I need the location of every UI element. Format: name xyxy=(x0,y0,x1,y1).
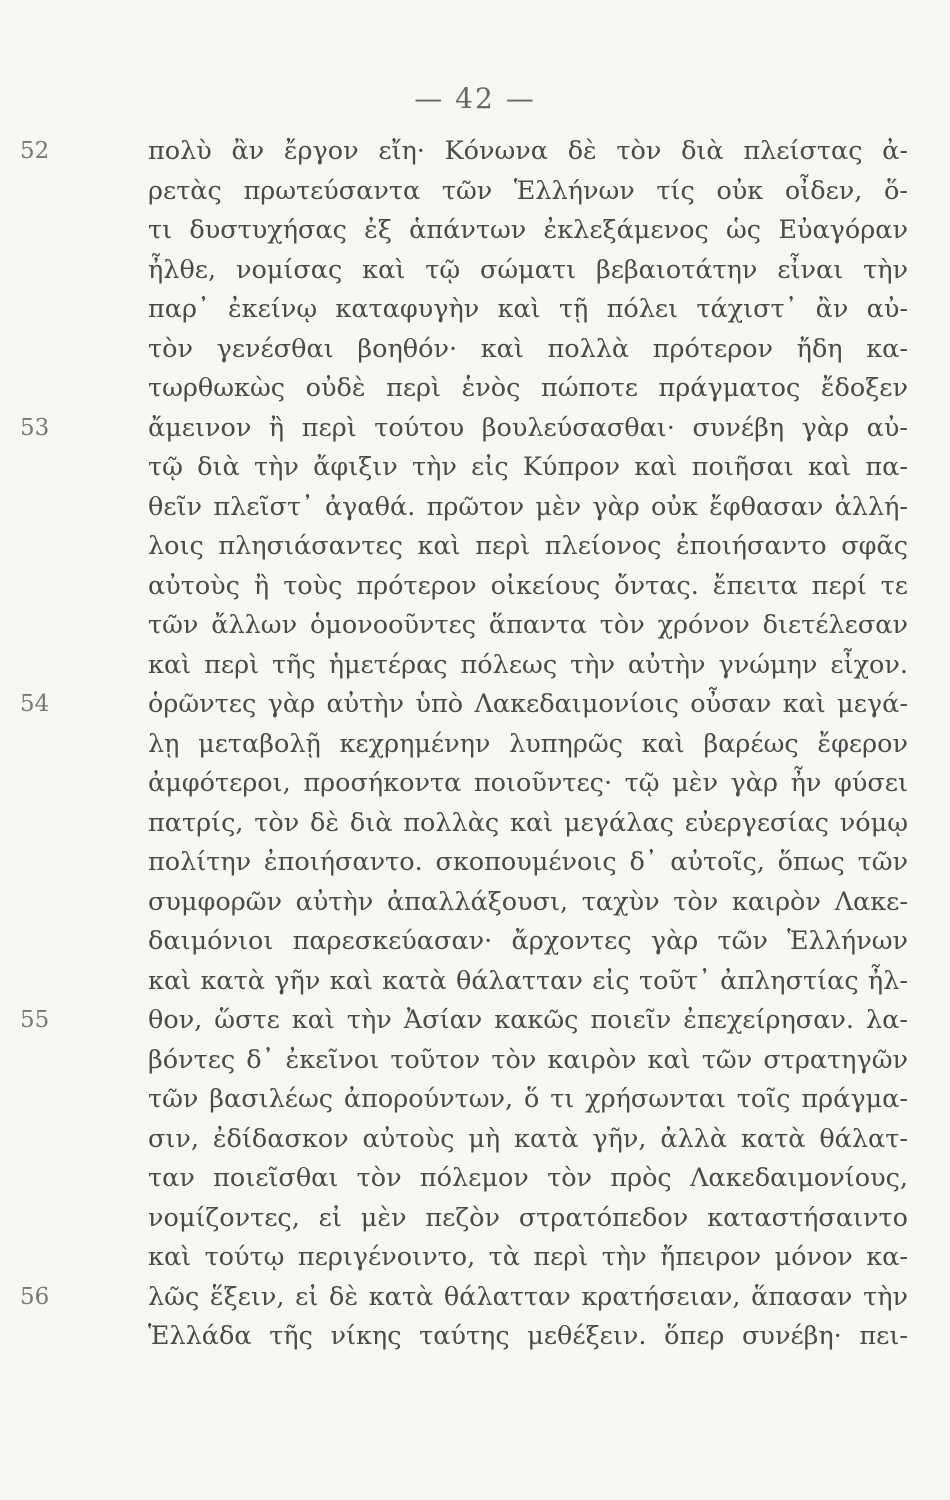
text-line xyxy=(148,883,908,923)
text-line xyxy=(148,488,908,528)
line-text: δαιμόνιοι παρεσκεύασαν· ἄρχοντες γὰρ τῶν Ἑλλήνων xyxy=(148,926,908,956)
text-line xyxy=(148,922,908,962)
section-number: 54 xyxy=(20,691,50,717)
text-line xyxy=(148,725,908,765)
line-text: πολὺ ἂν ἔργον εἴη· Κόνωνα δὲ τὸν διὰ πλείστας ἀ- xyxy=(148,136,908,166)
line-text: πολίτην ἐποιήσαντο. σκοπουμένοις δ᾽ αὐτοῖς, ὅπως τῶν xyxy=(148,847,908,877)
line-text: τι δυστυχήσας ἐξ ἁπάντων ἐκλεξάμενος ὡς Εὐαγόραν xyxy=(148,215,908,245)
text-line xyxy=(148,1041,908,1081)
text-line xyxy=(148,448,908,488)
section-number: 56 xyxy=(20,1283,50,1310)
line-text: παρ᾽ ἐκείνῳ καταφυγὴν καὶ τῇ πόλει τάχιστ᾽ ἂν αὐ- xyxy=(148,294,908,324)
text-line xyxy=(148,1120,908,1160)
line-text: θεῖν πλεῖστ᾽ ἀγαθά. πρῶτον μὲν γὰρ οὐκ ἔφθασαν ἀλλή- xyxy=(148,491,908,522)
text-line xyxy=(148,330,908,370)
text-line xyxy=(148,646,908,686)
text-line xyxy=(148,251,908,291)
line-text: πατρίς, τὸν δὲ διὰ πολλὰς καὶ μεγάλας εὐεργεσίας νόμῳ xyxy=(148,807,908,838)
line-text: ἀμφότεροι, προσήκοντα ποιοῦντες· τῷ μὲν γὰρ ἦν φύσει xyxy=(148,768,908,798)
line-text: βόντες δ᾽ ἐκεῖνοι τοῦτον τὸν καιρὸν καὶ τῶν στρατηγῶν xyxy=(148,1044,908,1075)
text-line xyxy=(20,1001,908,1041)
body-text xyxy=(20,132,908,1357)
text-line xyxy=(148,1317,908,1357)
line-text: ὁρῶντες γὰρ αὐτὴν ὑπὸ Λακεδαιμονίοις οὖσαν καὶ μεγά- xyxy=(148,689,908,719)
text-line xyxy=(148,1199,908,1239)
line-text: τῶν ἄλλων ὁμονοοῦντες ἅπαντα τὸν χρόνον διετέλεσαν xyxy=(148,610,908,640)
text-line xyxy=(148,1238,908,1278)
line-text: Ἑλλάδα τῆς νίκης ταύτης μεθέξειν. ὅπερ συνέβη· πει- xyxy=(148,1321,908,1351)
line-text: καὶ περὶ τῆς ἡμετέρας πόλεως τὴν αὐτὴν γνώμην εἶχον. xyxy=(148,649,908,680)
text-line xyxy=(148,290,908,330)
line-text: ταν ποιεῖσθαι τὸν πόλεμον τὸν πρὸς Λακεδαιμονίους, xyxy=(148,1163,908,1193)
text-line xyxy=(148,804,908,844)
line-text: καὶ τούτῳ περιγένοιντο, τὰ περὶ τὴν ἤπειρον μόνον κα- xyxy=(148,1242,908,1272)
line-text: νομίζοντες, εἰ μὲν πεζὸν στρατόπεδον καταστήσαιντο xyxy=(148,1202,908,1233)
line-text: λῶς ἕξειν, εἰ δὲ κατὰ θάλατταν κρατήσειαν, ἅπασαν τὴν xyxy=(148,1281,908,1312)
text-line xyxy=(148,527,908,567)
section-number: 55 xyxy=(20,1007,50,1033)
line-text: τωρθωκὼς οὐδὲ περὶ ἑνὸς πώποτε πράγματος ἔδοξεν xyxy=(148,373,908,403)
page-number: — 42 — xyxy=(414,82,536,115)
text-line xyxy=(148,369,908,409)
line-text: τῷ διὰ τὴν ἄφιξιν τὴν εἰς Κύπρον καὶ ποιῆσαι καὶ πα- xyxy=(148,452,908,482)
section-number: 53 xyxy=(20,414,50,441)
line-text: ἄμεινον ἢ περὶ τούτου βουλεύσασθαι· συνέβη γὰρ αὐ- xyxy=(148,412,908,443)
text-line xyxy=(148,843,908,883)
text-line xyxy=(148,1159,908,1199)
text-line xyxy=(20,132,908,172)
line-text: αὐτοὺς ἢ τοὺς πρότερον οἰκείους ὄντας. ἔπειτα περί τε xyxy=(148,570,908,601)
text-line xyxy=(148,567,908,607)
text-line xyxy=(148,1080,908,1120)
section-number: 52 xyxy=(20,138,50,164)
line-text: σιν, ἐδίδασκον αὐτοὺς μὴ κατὰ γῆν, ἀλλὰ κατὰ θάλατ- xyxy=(148,1123,908,1154)
text-line xyxy=(148,606,908,646)
line-text: ρετὰς πρωτεύσαντα τῶν Ἑλλήνων τίς οὐκ οἶδεν, ὅ- xyxy=(148,175,908,206)
text-line xyxy=(20,685,908,725)
line-text: τὸν γενέσθαι βοηθόν· καὶ πολλὰ πρότερον ἤδη κα- xyxy=(148,333,908,364)
line-text: ἦλθε, νομίσας καὶ τῷ σώματι βεβαιοτάτην εἶναι τὴν xyxy=(148,254,908,285)
line-text: καὶ κατὰ γῆν καὶ κατὰ θάλατταν εἰς τοῦτ᾽ ἀπληστίας ἦλ- xyxy=(148,965,908,996)
text-line xyxy=(148,764,908,804)
line-text: τῶν βασιλέως ἀπορούντων, ὅ τι χρήσωνται τοῖς πράγμα- xyxy=(148,1084,908,1114)
line-text: λοις πλησιάσαντες καὶ περὶ πλείονος ἐποιήσαντο σφᾶς xyxy=(148,531,908,561)
text-line xyxy=(148,172,908,212)
text-line xyxy=(148,211,908,251)
line-text: θον, ὥστε καὶ τὴν Ἀσίαν κακῶς ποιεῖν ἐπεχείρησαν. λα- xyxy=(148,1005,908,1035)
text-line xyxy=(20,1278,908,1318)
text-line xyxy=(20,409,908,449)
text-line xyxy=(148,962,908,1002)
line-text: λῃ μεταβολῇ κεχρημένην λυπηρῶς καὶ βαρέως ἔφερον xyxy=(148,728,908,759)
line-text: συμφορῶν αὐτὴν ἀπαλλάξουσι, ταχὺν τὸν καιρὸν Λακε- xyxy=(148,886,908,917)
